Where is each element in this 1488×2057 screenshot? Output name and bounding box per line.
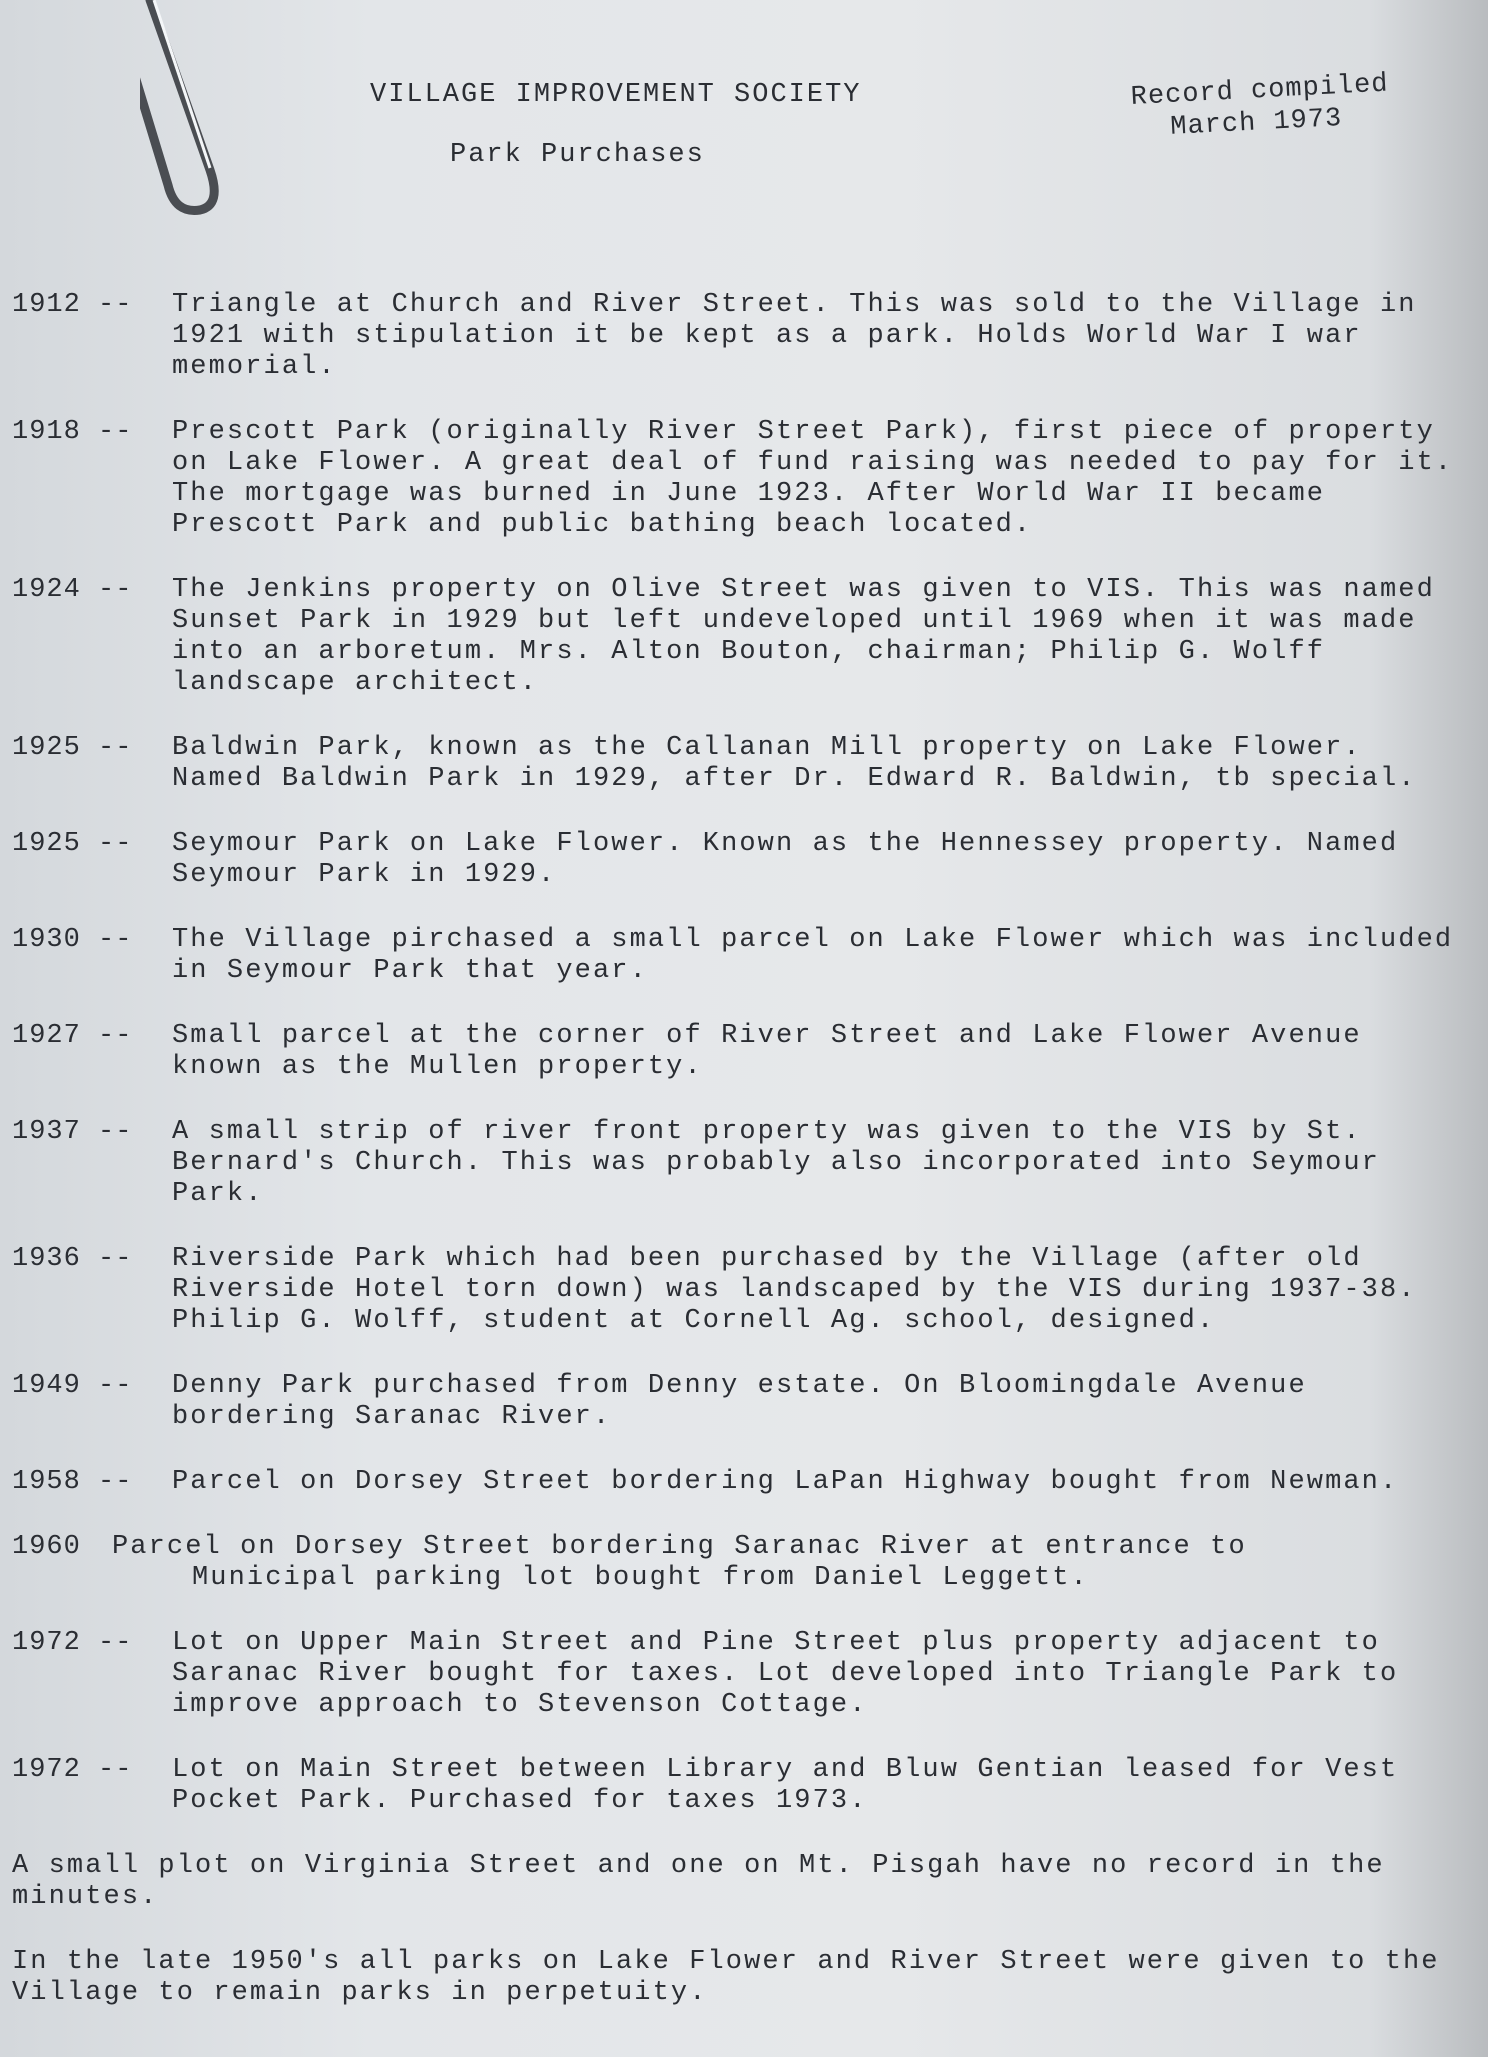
entry-year: 1912 -- — [12, 290, 133, 320]
entry-1924 — [12, 575, 1472, 699]
entry-text: Denny Park purchased from Denny estate. On Bloomingdale Avenue bordering Saranac River. — [172, 1371, 1307, 1432]
entry-year: 1958 -- — [12, 1467, 133, 1497]
entry-year: 1937 -- — [12, 1117, 133, 1147]
entry-text: Prescott Park (originally River Street Park), first piece of property on Lake Flower. A great deal of fund raising was needed to pay for it. The mortgage was burned in June 1923. After World War II became Prescott Park and public bathing beach located. — [172, 417, 1454, 540]
entry-1930 — [12, 925, 1472, 987]
entry-year: 1960 — [12, 1532, 81, 1562]
record-date-line: March 1973 — [1169, 103, 1344, 143]
record-compiled-note — [1130, 68, 1391, 145]
entry-year: 1936 -- — [12, 1244, 133, 1274]
entry-1972-upper-main — [12, 1628, 1472, 1721]
entry-text-continuation: Municipal parking lot bought from Daniel Leggett. — [192, 1563, 1089, 1593]
paper-clip-icon — [140, 0, 260, 220]
entry-text — [112, 1532, 1402, 1594]
record-compiled-line: Record compiled — [1130, 69, 1390, 113]
entry-text: Baldwin Park, known as the Callanan Mill property on Lake Flower. Named Baldwin Park in 1929, after Dr. Edward R. Baldwin, tb special. — [172, 733, 1417, 794]
entry-text: Riverside Park which had been purchased by the Village (after old Riverside Hotel torn down) was landscaped by the VIS during 1937-38. Philip G. Wolff, student at Cornell Ag. school, designed. — [172, 1244, 1417, 1336]
entry-1960 — [12, 1532, 1472, 1594]
entry-year: 1925 -- — [12, 829, 133, 859]
entry-1925-seymour — [12, 829, 1472, 891]
entry-year: 1918 -- — [12, 417, 133, 447]
document-subtitle: Park Purchases — [450, 140, 705, 170]
entry-year: 1949 -- — [12, 1371, 133, 1401]
entry-year: 1972 -- — [12, 1755, 133, 1785]
entry-1912 — [12, 290, 1472, 383]
entry-text: Lot on Main Street between Library and Bluw Gentian leased for Vest Pocket Park. Purchased for taxes 1973. — [172, 1755, 1399, 1816]
document-title: VILLAGE IMPROVEMENT SOCIETY — [370, 80, 862, 110]
entry-1937 — [12, 1117, 1472, 1210]
entry-year: 1927 -- — [12, 1021, 133, 1051]
entry-text: Triangle at Church and River Street. This was sold to the Village in 1921 with stipulation it be kept as a park. Holds World War I war memorial. — [172, 290, 1417, 382]
entry-text: Seymour Park on Lake Flower. Known as the Hennessey property. Named Seymour Park in 1929. — [172, 829, 1399, 890]
entry-1958 — [12, 1467, 1472, 1498]
closing-note-virginia-street: A small plot on Virginia Street and one on Mt. Pisgah have no record in the minutes. — [12, 1851, 1385, 1912]
entry-text: Parcel on Dorsey Street bordering LaPan Highway bought from Newman. — [172, 1467, 1399, 1497]
entry-year: 1972 -- — [12, 1628, 133, 1658]
entry-1918 — [12, 417, 1472, 541]
entry-year: 1924 -- — [12, 575, 133, 605]
entry-text: Small parcel at the corner of River Street and Lake Flower Avenue known as the Mullen property. — [172, 1021, 1362, 1082]
entry-1949 — [12, 1371, 1472, 1433]
park-entries-list — [12, 290, 1472, 2043]
entry-text-line: Parcel on Dorsey Street bordering Saranac River at entrance to — [112, 1532, 1247, 1562]
entry-text: A small strip of river front property was given to the VIS by St. Bernard's Church. This was probably also incorporated into Seymour Park. — [172, 1117, 1380, 1209]
entry-year: 1930 -- — [12, 925, 133, 955]
entry-text: Lot on Upper Main Street and Pine Street plus property adjacent to Saranac River bought for taxes. Lot developed into Triangle Park to improve approach to Stevenson Cottage. — [172, 1628, 1399, 1720]
entry-text: The Jenkins property on Olive Street was given to VIS. This was named Sunset Park in 1929 but left undeveloped until 1969 when it was made into an arboretum. Mrs. Alton Bouton, chairman; Philip G. Wolff landscape architect. — [172, 575, 1435, 698]
entry-text: The Village pirchased a small parcel on Lake Flower which was included in Seymour Park that year. — [172, 925, 1454, 986]
entry-1925-baldwin — [12, 733, 1472, 795]
entry-1936 — [12, 1244, 1472, 1337]
entry-1972-main — [12, 1755, 1472, 1817]
closing-note-perpetuity: In the late 1950's all parks on Lake Flower and River Street were given to the Village to remain parks in perpetuity. — [12, 1947, 1440, 2008]
entry-1927 — [12, 1021, 1472, 1083]
entry-year: 1925 -- — [12, 733, 133, 763]
